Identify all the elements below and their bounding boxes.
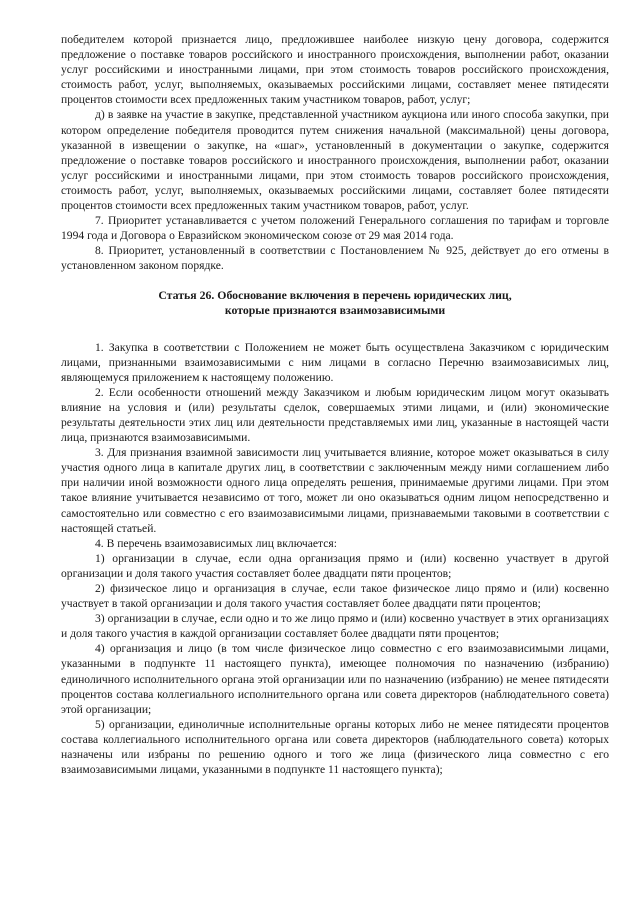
intro-continuation-paragraph: победителем которой признается лицо, предложившее наиболее низкую цену договора, содержится предложение о поставке товаров российского и иностранного происхождения, выполнении работ, оказании услуг российскими и иностранными лицами, при этом стоимость товаров российского происхождения, стоимость работ, услуг, выполняемых, оказываемых российскими лицами, составляет менее пятидесяти процентов стоимости всех предложенных таким участником товаров, работ, услуг; (61, 33, 609, 107)
document-page (61, 32, 609, 777)
clause-3-paragraph: 3. Для признания взаимной зависимости лиц учитывается влияние, которое может оказываться в силу участия одного лица в капитале других лиц, в соответствии с заключенным между ними соглашением либо при наличии иной возможности одного лица определять решения, принимаемые другими лицами. При этом такое влияние учитывается независимо от того, может ли оно оказываться одним лицом непосредственно и самостоятельно или совместно с его взаимозависимыми лицами, признаваемыми таковыми в соответствии с настоящей статьей. (61, 446, 609, 535)
clause-4-subitem-4: 4) организация и лицо (в том числе физическое лицо совместно с его взаимозависимыми лицами, указанными в подпункте 11 настоящего пункта), имеющее полномочия по назначению (избранию) единоличного исполнительного органа этой организации или по назначению (избранию) не менее пятидесяти процентов состава коллегиального исполнительного органа или совета директоров (наблюдательного совета) этой организации; (61, 642, 609, 716)
item-8-paragraph: 8. Приоритет, установленный в соответствии с Постановлением № 925, действует до его отмены в установленном законом порядке. (61, 244, 609, 273)
item-d-paragraph: д) в заявке на участие в закупке, представленной участником аукциона или иного способа закупки, при котором определение победителя проводится путем снижения начальной (максимальной) цены договора, указанной в извещении о закупке, на «шаг», установленный в документации о закупке, содержится предложение о поставке товаров российского и иностранного происхождения, выполнении работ, оказании услуг российскими и иностранными лицами, при этом стоимость товаров российского происхождения, стоимость работ, услуг, выполняемых, оказываемых российскими лицами, составляет более пятидесяти процентов стоимости всех предложенных таким участником товаров, работ, услуг. (61, 108, 609, 213)
item-7-paragraph: 7. Приоритет устанавливается с учетом положений Генерального соглашения по тарифам и торговле 1994 года и Договора о Евразийском экономическом союзе от 29 мая 2014 года. (61, 214, 609, 243)
clause-4-subitem-2: 2) физическое лицо и организация в случае, если такое физическое лицо прямо и (или) косвенно участвует в такой организации и доля такого участия составляет более двадцати пяти процентов; (61, 582, 609, 611)
clause-4-subitem-3: 3) организации в случае, если одно и то же лицо прямо и (или) косвенно участвует в этих организациях и доля такого участия в каждой организации составляет более двадцати пяти процентов; (61, 612, 609, 641)
spacer (61, 330, 609, 340)
clause-1-paragraph: 1. Закупка в соответствии с Положением не может быть осуществлена Заказчиком с юридическим лицами, признанными взаимозависимыми с ним лицами в согласно Перечню взаимозависимых лиц, являющемуся приложением к настоящему положению. (61, 340, 609, 384)
clause-4-subitem-5: 5) организации, единоличные исполнительные органы которых либо не менее пятидесяти процентов состава коллегиального исполнительного органа или совета директоров (наблюдательного совета) которых назначены или избраны по решению одного и того же лица (физического лица совместно с его взаимозависимыми лицами, указанными в подпункте 11 настоящего пункта); (61, 717, 609, 777)
article-heading-line-1: Статья 26. Обоснование включения в перечень юридических лиц, (158, 287, 512, 302)
article-heading-line-2: которые признаются взаимозависимыми (224, 302, 446, 317)
article-26-heading (61, 288, 609, 318)
clause-4-paragraph: 4. В перечень взаимозависимых лиц включается: (95, 536, 337, 550)
clause-2-paragraph: 2. Если особенности отношений между Заказчиком и любым юридическим лицом могут оказывать влияние на условия и (или) результаты сделок, совершаемых этими лицами, и (или) экономические результаты деятельности этих лиц или деятельности представляемых ими лиц, указанные в настоящей части лица, признаются взаимозависимыми. (61, 385, 609, 445)
clause-4-subitem-1: 1) организации в случае, если одна организация прямо и (или) косвенно участвует в другой организации и доля такого участия составляет более двадцати пяти процентов; (61, 551, 609, 580)
